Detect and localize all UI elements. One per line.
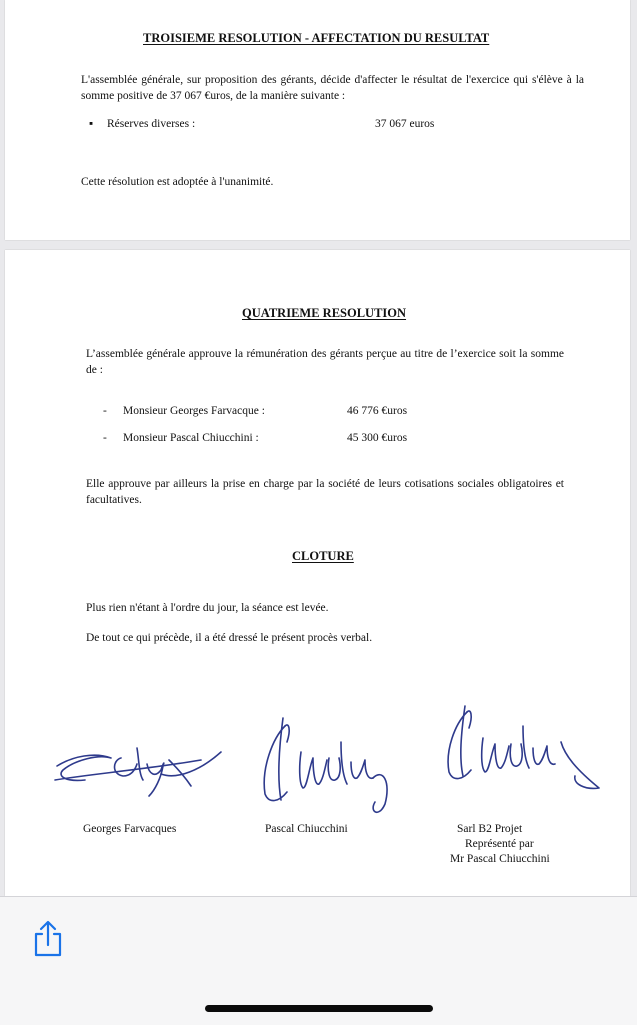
cloture-line-1: Plus rien n'étant à l'ordre du jour, la séance est levée.: [86, 602, 329, 614]
list-item-name: Monsieur Pascal Chiucchini :: [123, 432, 259, 444]
signatory-name: Sarl B2 Projet: [457, 823, 523, 835]
resolution-3-adoption: Cette résolution est adoptée à l'unanimité.: [81, 176, 274, 188]
list-item-name: Monsieur Georges Farvacque :: [123, 405, 265, 417]
list-item-amount: 46 776 €uros: [347, 405, 408, 417]
resolution-3-paragraph: L'assemblée générale, sur proposition des gérants, décide d'affecter le résultat de l'exercice qui s'élève à la somme positive de 37 067 €uros, de la manière suivante :: [81, 74, 584, 102]
signature-georges-farvacques: [51, 730, 231, 800]
signatory-name: Pascal Chiucchini: [265, 823, 348, 835]
bullet-label-reserves: Réserves diverses :: [107, 118, 196, 130]
share-icon: [30, 919, 66, 959]
signature-pascal-chiucchini: [243, 708, 403, 818]
heading-cloture: CLOTURE: [292, 549, 354, 563]
list-dash: -: [103, 405, 107, 417]
home-indicator: [205, 1005, 433, 1012]
signatory-represented-by: Représenté par: [465, 838, 534, 850]
share-button[interactable]: [30, 919, 66, 959]
heading-troisieme-resolution: TROISIEME RESOLUTION - AFFECTATION DU RESULTAT: [143, 31, 490, 45]
resolution-4-paragraph: L’assemblée générale approuve la rémunération des gérants perçue au titre de l’exercice soit la somme de :: [86, 348, 564, 376]
signature-sarl-b2-projet: [435, 698, 610, 798]
bullet-value-reserves: 37 067 euros: [375, 118, 435, 130]
heading-quatrieme-resolution: QUATRIEME RESOLUTION: [242, 306, 407, 320]
document-page-2: [5, 250, 630, 896]
signatory-name: Georges Farvacques: [83, 823, 177, 835]
list-item-amount: 45 300 €uros: [347, 432, 408, 444]
bullet-symbol: ▪: [89, 118, 94, 130]
bottom-toolbar: [0, 896, 637, 1025]
signatory-representative: Mr Pascal Chiucchini: [450, 853, 550, 865]
resolution-4-paragraph-2: Elle approuve par ailleurs la prise en charge par la société de leurs cotisations sociales obligatoires et facultatives.: [86, 478, 564, 506]
cloture-line-2: De tout ce qui précède, il a été dressé le présent procès verbal.: [86, 632, 373, 644]
document-page-1: [5, 0, 630, 240]
list-dash: -: [103, 432, 107, 444]
